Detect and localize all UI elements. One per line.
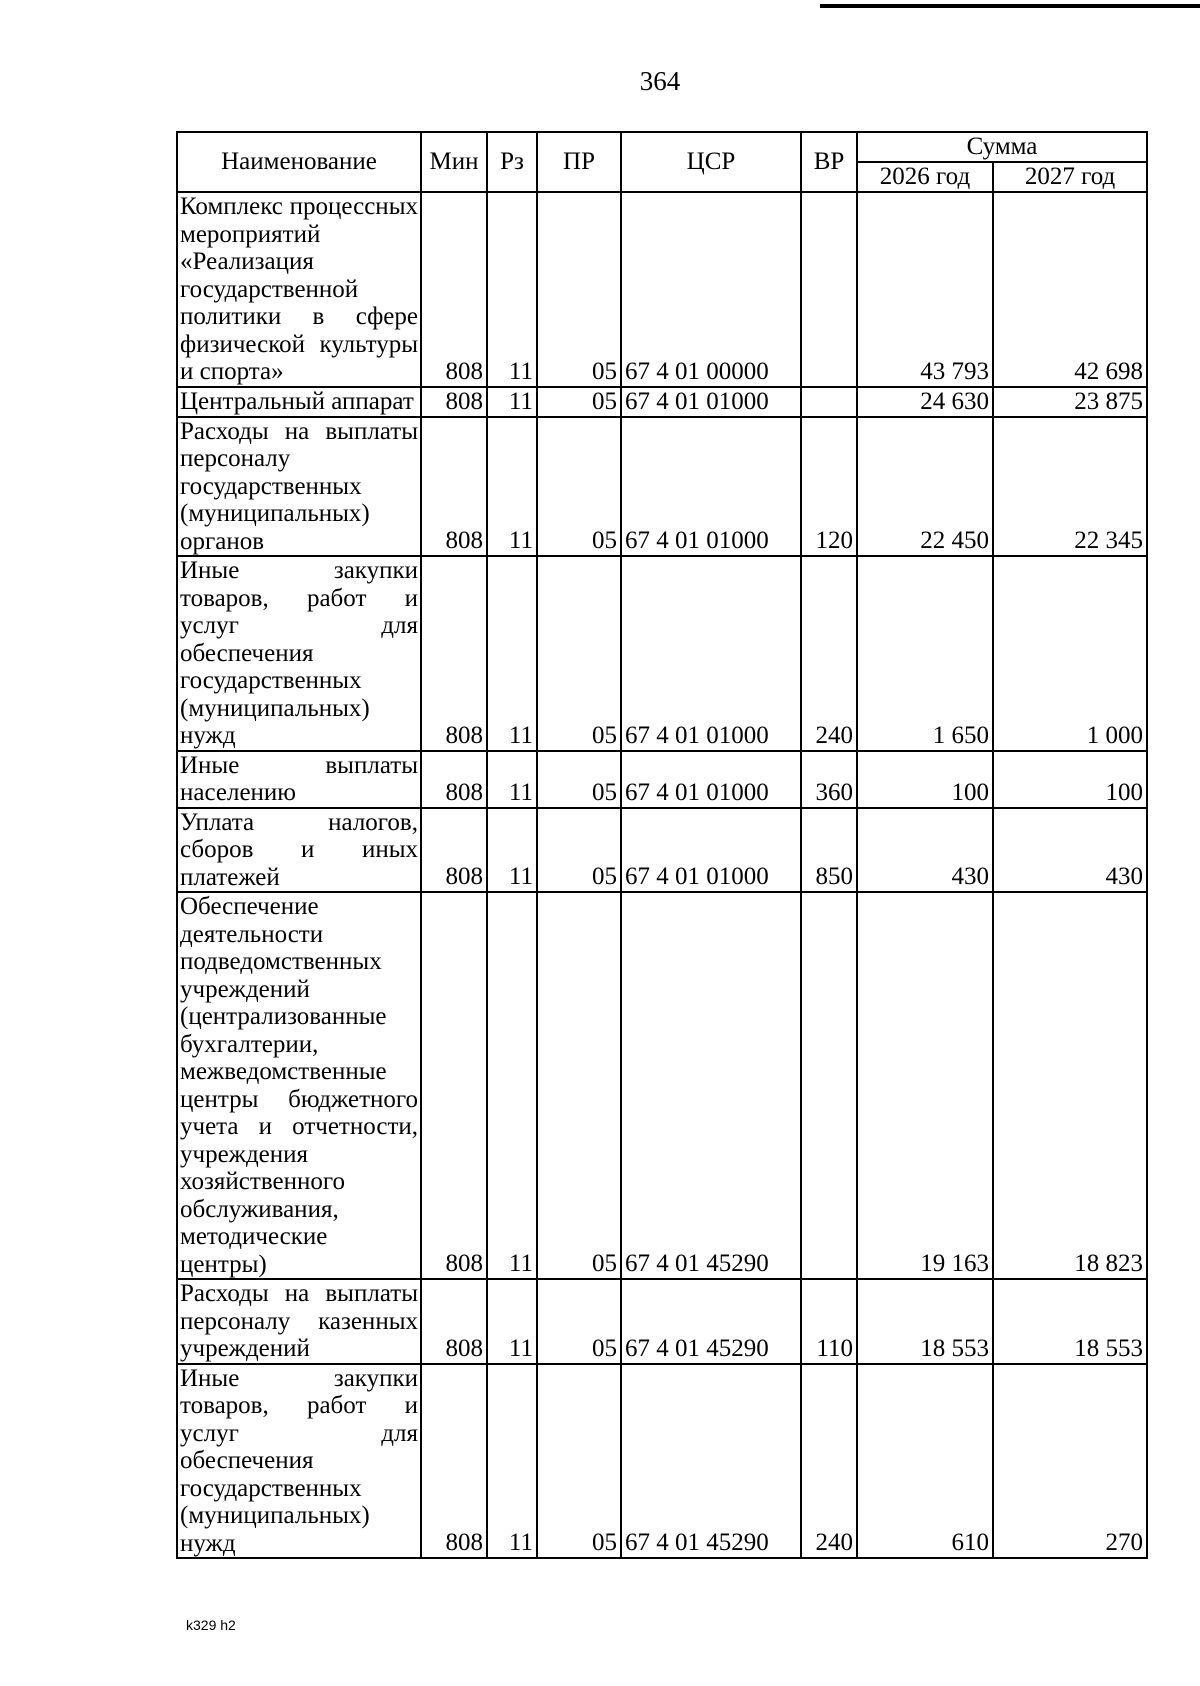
row-sum-2027: 42 698: [993, 192, 1147, 387]
table-row: [177, 1279, 1147, 1364]
row-csr: 67 4 01 45290: [621, 1279, 801, 1364]
row-csr: 67 4 01 01000: [621, 387, 801, 417]
row-min: 808: [421, 417, 487, 557]
table-row: [177, 556, 1147, 751]
row-rz: 11: [487, 556, 537, 751]
row-pr: 05: [537, 417, 621, 557]
row-min: 808: [421, 751, 487, 808]
row-vr: [801, 892, 857, 1279]
row-name: Центральный аппарат: [177, 387, 421, 417]
table-row: [177, 387, 1147, 417]
row-csr: 67 4 01 45290: [621, 1364, 801, 1559]
row-name: Иные закупки товаров, работ и услуг для обеспечения государственных (муниципальных) нужд: [177, 1364, 421, 1559]
row-sum-2026: 18 553: [857, 1279, 993, 1364]
row-sum-2026: 430: [857, 808, 993, 893]
row-sum-2027: 100: [993, 751, 1147, 808]
row-sum-2027: 23 875: [993, 387, 1147, 417]
row-vr: 360: [801, 751, 857, 808]
row-pr: 05: [537, 1364, 621, 1559]
row-rz: 11: [487, 892, 537, 1279]
row-sum-2026: 100: [857, 751, 993, 808]
row-sum-2026: 19 163: [857, 892, 993, 1279]
row-vr: 120: [801, 417, 857, 557]
row-sum-2027: 18 823: [993, 892, 1147, 1279]
row-pr: 05: [537, 808, 621, 893]
row-rz: 11: [487, 1279, 537, 1364]
header-pr: ПР: [537, 132, 621, 192]
row-sum-2026: 22 450: [857, 417, 993, 557]
row-pr: 05: [537, 556, 621, 751]
row-min: 808: [421, 892, 487, 1279]
footer-code: k329 h2: [186, 1617, 236, 1633]
row-name: Иные закупки товаров, работ и услуг для обеспечения государственных (муниципальных) нужд: [177, 556, 421, 751]
table-row: [177, 417, 1147, 557]
header-sum: Сумма: [857, 132, 1147, 162]
row-min: 808: [421, 387, 487, 417]
row-rz: 11: [487, 417, 537, 557]
row-sum-2027: 1 000: [993, 556, 1147, 751]
row-pr: 05: [537, 892, 621, 1279]
row-csr: 67 4 01 01000: [621, 556, 801, 751]
row-sum-2027: 22 345: [993, 417, 1147, 557]
row-vr: 240: [801, 556, 857, 751]
top-border-line: [820, 4, 1200, 8]
row-vr: [801, 192, 857, 387]
table-row: [177, 751, 1147, 808]
row-sum-2026: 43 793: [857, 192, 993, 387]
row-min: 808: [421, 808, 487, 893]
header-min: Мин: [421, 132, 487, 192]
table-row: [177, 192, 1147, 387]
row-name: Расходы на выплаты персоналу казенных учреждений: [177, 1279, 421, 1364]
row-csr: 67 4 01 45290: [621, 892, 801, 1279]
row-name: Комплекс процессных мероприятий «Реализация государственной политики в сфере физической культуры и спорта»: [177, 192, 421, 387]
row-min: 808: [421, 1364, 487, 1559]
row-sum-2026: 610: [857, 1364, 993, 1559]
row-csr: 67 4 01 01000: [621, 751, 801, 808]
header-rz: Рз: [487, 132, 537, 192]
row-sum-2026: 1 650: [857, 556, 993, 751]
row-pr: 05: [537, 192, 621, 387]
row-min: 808: [421, 1279, 487, 1364]
row-name: Иные выплаты населению: [177, 751, 421, 808]
header-year-2026: 2026 год: [857, 162, 993, 192]
row-rz: 11: [487, 1364, 537, 1559]
row-pr: 05: [537, 1279, 621, 1364]
row-vr: 240: [801, 1364, 857, 1559]
row-min: 808: [421, 556, 487, 751]
row-sum-2027: 430: [993, 808, 1147, 893]
row-sum-2026: 24 630: [857, 387, 993, 417]
row-vr: [801, 387, 857, 417]
header-csr: ЦСР: [621, 132, 801, 192]
row-name: Уплата налогов, сборов и иных платежей: [177, 808, 421, 893]
header-vr: ВР: [801, 132, 857, 192]
row-name: Обеспечение деятельности подведомственных учреждений (централизованные бухгалтерии, межведомственные центры бюджетного учета и отчетности, учреждения хозяйственного обслуживания, методические центры): [177, 892, 421, 1279]
page-number: 364: [639, 66, 681, 96]
table-row: [177, 1364, 1147, 1559]
row-csr: 67 4 01 01000: [621, 417, 801, 557]
row-sum-2027: 270: [993, 1364, 1147, 1559]
row-sum-2027: 18 553: [993, 1279, 1147, 1364]
row-rz: 11: [487, 387, 537, 417]
row-pr: 05: [537, 387, 621, 417]
header-name: Наименование: [177, 132, 421, 192]
row-csr: 67 4 01 01000: [621, 808, 801, 893]
row-rz: 11: [487, 192, 537, 387]
row-csr: 67 4 01 00000: [621, 192, 801, 387]
row-pr: 05: [537, 751, 621, 808]
row-vr: 850: [801, 808, 857, 893]
row-min: 808: [421, 192, 487, 387]
row-vr: 110: [801, 1279, 857, 1364]
budget-table: [176, 131, 1148, 1559]
row-rz: 11: [487, 808, 537, 893]
table-row: [177, 808, 1147, 893]
row-name: Расходы на выплаты персоналу государственных (муниципальных) органов: [177, 417, 421, 557]
row-rz: 11: [487, 751, 537, 808]
table-row: [177, 892, 1147, 1279]
header-year-2027: 2027 год: [993, 162, 1147, 192]
